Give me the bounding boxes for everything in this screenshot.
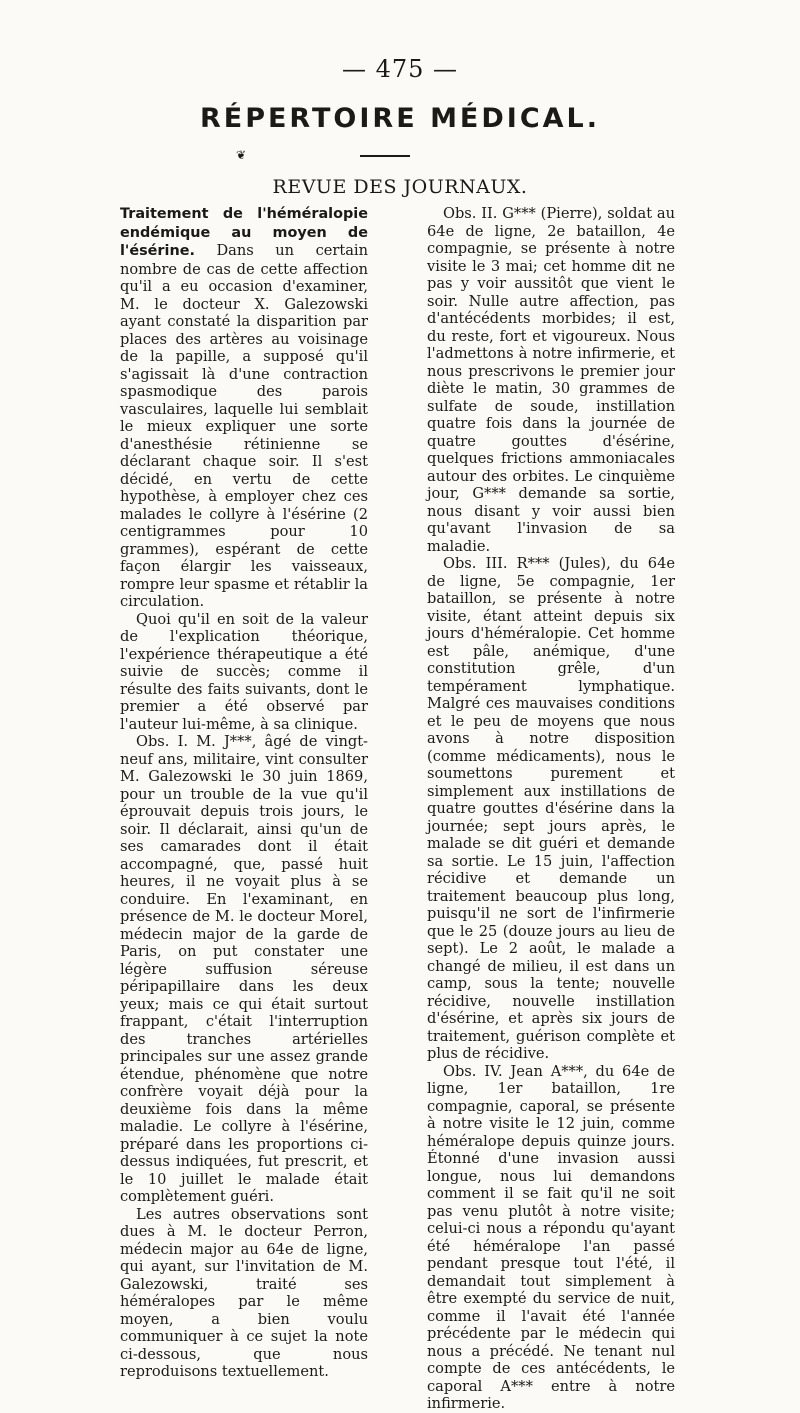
subheading: REVUE DES JOURNAUX.	[272, 176, 528, 198]
article-title: Traitement de l'héméralopie endémique au moyen de l'ésérine.	[120, 206, 368, 259]
left-paragraph-2: Quoi qu'il en soit de la valeur de l'explication théorique, l'expérience thérapeutique a été suivie de succès; comme il résulte des faits suivants, dont le premier a été observé par l'auteur lui-même, à sa clinique.	[120, 610, 368, 733]
right-paragraph-1: Obs. II. G*** (Pierre), soldat au 64e de ligne, 2e bataillon, 4e compagnie, se présente à notre visite le 3 mai; cet homme dit ne pas y voir aussitôt que vient le soir. Nulle autre affection, pas d'antécédents morbides; il est, du reste, fort et vigoureux. Nous l'admettons à notre infirmerie, et nous prescrivons le premier jour diète le matin, 30 grammes de sulfate de soude, instillation quatre fois dans la journée de quatre gouttes d'ésérine, quelques frictions ammoniacales autour des orbites. Le cinquième jour, G*** demande sa sortie, nous disant y voir aussi bien qu'avant l'invasion de sa maladie.	[427, 205, 675, 555]
left-paragraph-1	[120, 205, 368, 611]
left-paragraph-3: Obs. I. M. J***, âgé de vingt-neuf ans, militaire, vint consulter M. Galezowski le 30 juin 1869, pour un trouble de la vue qu'il éprouvait depuis trois jours, le soir. Il déclarait, ainsi qu'un de ses camarades dont il était accompagné, que, passé huit heures, il ne voyait plus à se conduire. En l'examinant, en présence de M. le docteur Morel, médecin major de la garde de Paris, on put constater une légère suffusion séreuse péripapillaire dans les deux yeux; mais ce qui était surtout frappant, c'était l'interruption des tranches artérielles principales sur une assez grande étendue, phénomène que notre confrère voyait déjà pour la deuxième fois dans la même maladie. Le collyre à l'ésérine, préparé dans les proportions ci-dessus indiquées, fut prescrit, et le 10 juillet le malade était complètement guéri.	[120, 733, 368, 1205]
left-paragraph-1-text: Dans un certain nombre de cas de cette affection qu'il a eu occasion d'examiner, M. le docteur X. Galezowski ayant constaté la disparition par places des artères au voisinage de la papille, a supposé qu'il s'agissait là d'une contraction spasmodique des parois vasculaires, laquelle lui semblait le mieux expliquer une sorte d'anesthésie rétinienne se déclarant chaque soir. Il s'est décidé, en vertu de cette hypothèse, à employer chez ces malades le collyre à l'ésérine (2 centigrammes pour 10 grammes), espérant de cette façon élargir les vaisseaux, rompre leur spasme et rétablir la circulation.	[120, 242, 368, 610]
right-paragraph-3: Obs. IV. Jean A***, du 64e de ligne, 1er bataillon, 1re compagnie, caporal, se présente à notre visite le 12 juin, comme héméralope depuis quinze jours. Étonné d'une invasion aussi longue, nous lui demandons comment il se fait qu'il ne soit pas venu plutôt à notre visite; celui-ci nous a répondu qu'ayant été héméralope l'an passé pendant presque tout l'été, il demandait tout simplement à être exempté du service de nuit, comme il l'avait été l'année précédente par le médecin qui nous a précédé. Ne tenant nul compte de ces antécédents, le caporal A*** entre à notre infirmerie.	[427, 1062, 675, 1412]
right-column	[427, 205, 675, 1413]
ornament-icon: ❦	[236, 148, 247, 162]
left-column	[120, 205, 368, 1381]
right-paragraph-2: Obs. III. R*** (Jules), du 64e de ligne, 5e compagnie, 1er bataillon, se présente à notre visite, étant atteint depuis six jours d'héméralopie. Cet homme est pâle, anémique, d'une constitution grêle, d'un tempérament lymphatique. Malgré ces mauvaises conditions et le peu de moyens que nous avons à notre disposition (comme médicaments), nous le soumettons purement et simplement aux instillations de quatre gouttes d'ésérine dans la journée; sept jours après, le malade se dit guéri et demande sa sortie. Le 15 juin, l'affection récidive et demande un traitement beaucoup plus long, puisqu'il ne sort de l'infirmerie que le 25 (douze jours au lieu de sept). Le 2 août, le malade a changé de milieu, il est dans un camp, sous la tente; nouvelle récidive, nouvelle instillation d'ésérine, et après six jours de traitement, guérison complète et plus de récidive.	[427, 555, 675, 1062]
section-title: RÉPERTOIRE MÉDICAL.	[199, 103, 601, 134]
page-number: — 475 —	[341, 55, 459, 83]
left-paragraph-4: Les autres observations sont dues à M. le docteur Perron, médecin major au 64e de ligne, qui ayant, sur l'invitation de M. Galezowski, traité ses héméralopes par le même moyen, a bien voulu communiquer à ce sujet la note ci-dessous, que nous reproduisons textuellement.	[120, 1205, 368, 1380]
title-rule	[360, 155, 410, 157]
